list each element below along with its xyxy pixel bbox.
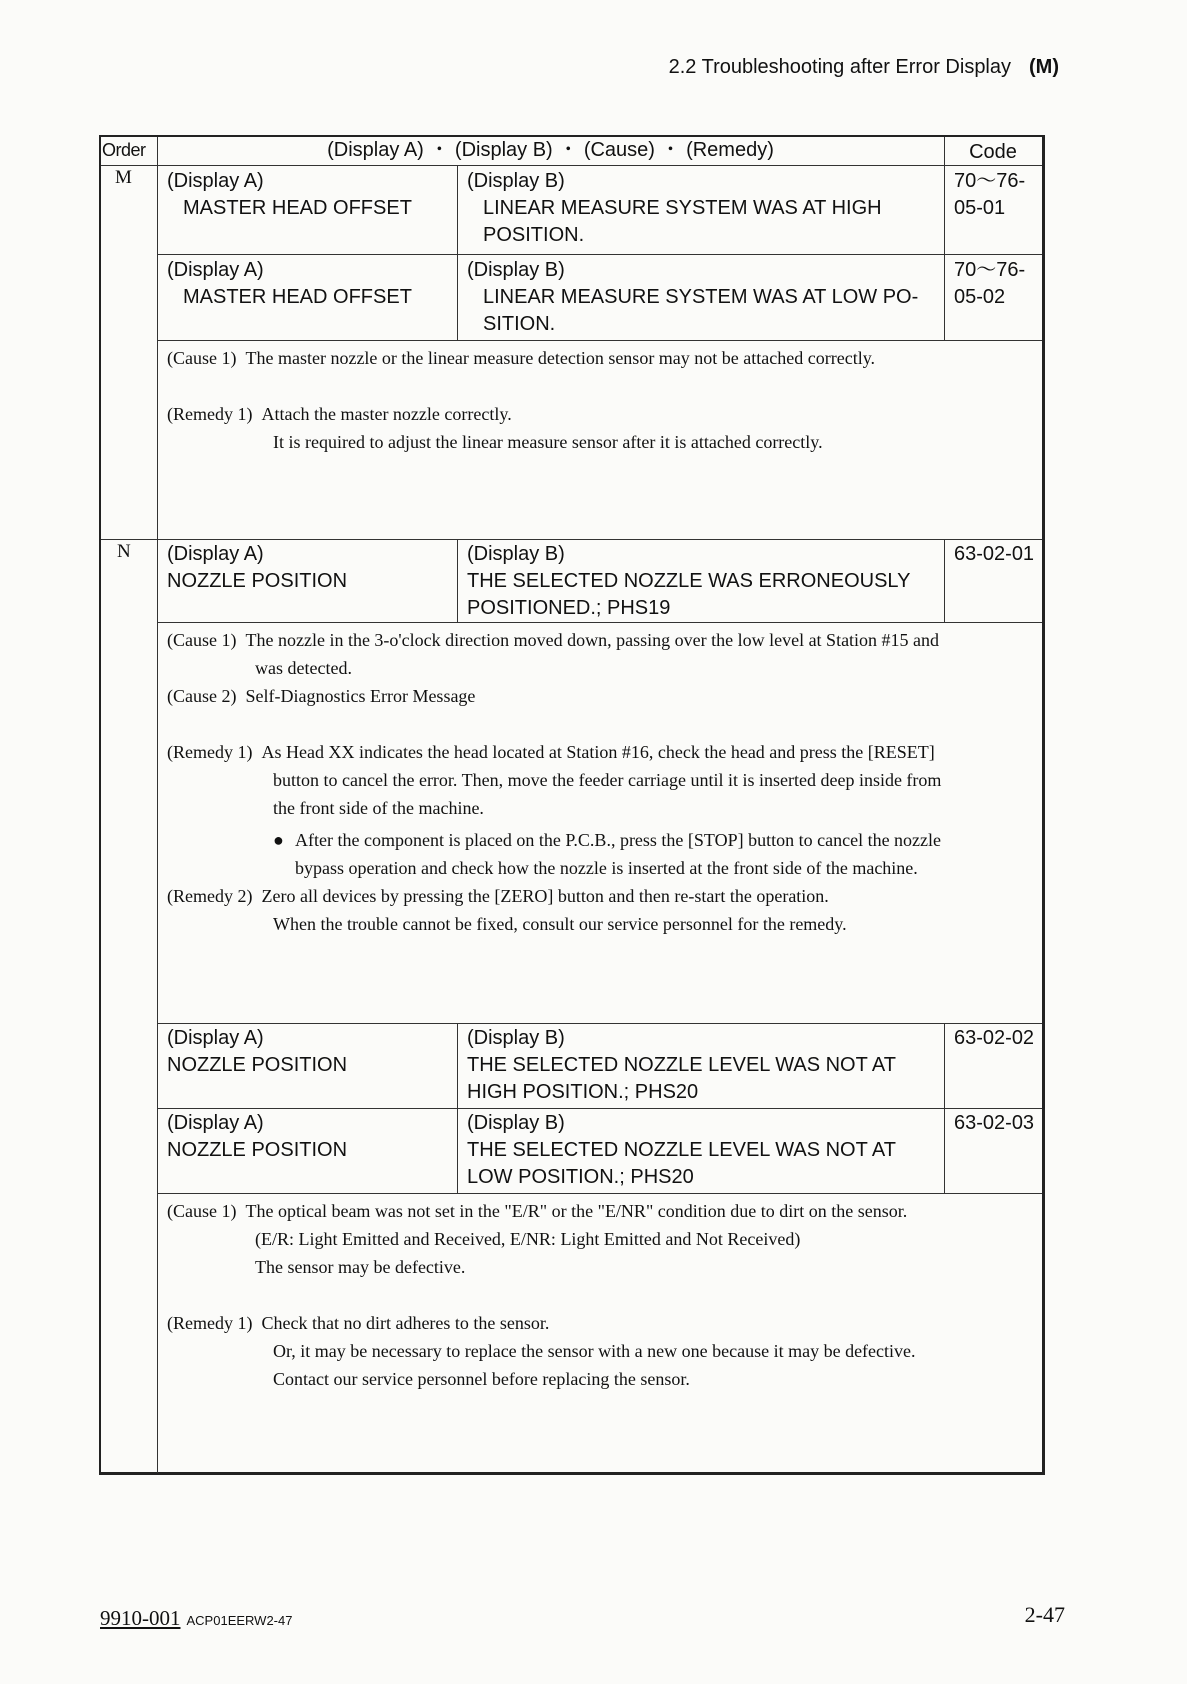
order-n: N: [117, 541, 131, 562]
n2-display-a: [167, 1025, 452, 1079]
rule-n3-start: [157, 1108, 1042, 1109]
m1-b-label: (Display B): [467, 170, 565, 192]
n3-display-b: [467, 1110, 942, 1191]
m1-display-b: [467, 168, 942, 249]
header-title: 2.2 Troubleshooting after Error Display: [668, 56, 1012, 78]
n3-b-line1: THE SELECTED NOZZLE LEVEL WAS NOT AT: [467, 1139, 896, 1161]
n3-code: 63-02-03: [954, 1112, 1035, 1134]
rule-n1-text: [157, 622, 1042, 623]
n1-remedy1-line2: button to cancel the error. Then, move the feeder carriage until it is inserted deep inside from: [273, 770, 942, 790]
m2-a-label: (Display A): [167, 259, 264, 281]
n1-cause-remedy: [167, 626, 1037, 938]
n1-cause1: [167, 626, 1037, 654]
m2-b-line1: LINEAR MEASURE SYSTEM WAS AT LOW PO-: [483, 286, 919, 308]
order-header: Order: [102, 140, 146, 160]
n1-a-value: NOZZLE POSITION: [167, 570, 348, 592]
n23-cause1-line1: The optical beam was not set in the "E/R" or the "E/NR" condition due to dirt on the sensor.: [245, 1201, 908, 1221]
m1-a-label: (Display A): [167, 170, 264, 192]
m1-display-a: [167, 168, 452, 222]
n23-cause1-line3: The sensor may be defective.: [255, 1257, 466, 1277]
m2-code: [954, 257, 1025, 311]
n1-a-label: (Display A): [167, 543, 264, 565]
n3-a-label: (Display A): [167, 1112, 264, 1134]
footer-doc-number: 9910-001: [100, 1606, 181, 1630]
rule-header: [101, 165, 1042, 166]
n1-b-line2: POSITIONED.; PHS19: [467, 597, 671, 619]
m1-code-line2: 05-01: [954, 197, 1006, 219]
n2-display-b: [467, 1025, 942, 1106]
bullet-icon: ●: [273, 830, 284, 850]
n1-remedy1: [167, 738, 1037, 766]
n23-remedy1-line1: Check that no dirt adheres to the sensor.: [261, 1313, 550, 1333]
order-m: M: [115, 167, 132, 188]
n1-remedy1-line3: the front side of the machine.: [273, 798, 484, 818]
n23-remedy1: [167, 1309, 1037, 1337]
n2-b-label: (Display B): [467, 1027, 565, 1049]
error-table: [99, 135, 1045, 1475]
m-cause1: [167, 344, 1037, 372]
footer-page-number: 2-47: [1024, 1602, 1065, 1627]
n23-cause1: [167, 1197, 1037, 1225]
n1-cause2-label: (Cause 2): [167, 686, 237, 706]
rule-m-col-code: [944, 165, 945, 340]
footer-doc: [100, 1606, 292, 1631]
m2-display-a: [167, 257, 452, 311]
n1-bullet-line1: After the component is placed on the P.C.B., press the [STOP] button to cancel the nozzle: [295, 830, 942, 850]
header-mark: (M): [1029, 56, 1059, 78]
n1-display-a: [167, 541, 452, 595]
n23-remedy1-line3: Contact our service personnel before replacing the sensor.: [273, 1369, 690, 1389]
n1-remedy2-label: (Remedy 2): [167, 886, 253, 906]
rule-m-row: [157, 254, 1042, 255]
n23-cause1-line2: (E/R: Light Emitted and Received, E/NR: Light Emitted and Not Received): [255, 1229, 801, 1249]
n1-remedy2: [167, 882, 1037, 910]
m2-display-b: [467, 257, 942, 338]
m-cause-remedy: [167, 344, 1037, 456]
m-remedy1-label: (Remedy 1): [167, 404, 253, 424]
rule-n1-col-b: [457, 539, 458, 622]
n3-a-value: NOZZLE POSITION: [167, 1139, 348, 1161]
n1-remedy1-line1: As Head XX indicates the head located at Station #16, check the head and press the [RESET]: [261, 742, 935, 762]
m2-code-line1: 70〜76-: [954, 259, 1026, 281]
n1-cause2: [167, 682, 1037, 710]
m-cause1-label: (Cause 1): [167, 348, 237, 368]
n1-remedy2-line2: When the trouble cannot be fixed, consult our service personnel for the remedy.: [273, 914, 847, 934]
n1-b-label: (Display B): [467, 543, 565, 565]
main-header: (Display A) ・ (Display B) ・ (Cause) ・ (Remedy): [327, 139, 774, 161]
n3-display-a: [167, 1110, 452, 1164]
n2-b-line2: HIGH POSITION.; PHS20: [467, 1081, 699, 1103]
rule-m-col-b: [457, 165, 458, 340]
m1-b-line1: LINEAR MEASURE SYSTEM WAS AT HIGH: [483, 197, 882, 219]
footer-doc-code: ACP01EERW2-47: [186, 1613, 293, 1628]
n1-cause2-text: Self-Diagnostics Error Message: [245, 686, 476, 706]
m2-b-line2: SITION.: [483, 313, 556, 335]
rule-n23-text: [157, 1193, 1042, 1194]
m2-b-label: (Display B): [467, 259, 565, 281]
m2-a-value: MASTER HEAD OFFSET: [183, 286, 412, 308]
n1-bullet-line2: bypass operation and check how the nozzle is inserted at the front side of the machine.: [295, 858, 918, 878]
n3-b-label: (Display B): [467, 1112, 565, 1134]
n2-b-line1: THE SELECTED NOZZLE LEVEL WAS NOT AT: [467, 1054, 896, 1076]
n23-cause1-label: (Cause 1): [167, 1201, 237, 1221]
m-remedy1-line2: It is required to adjust the linear measure sensor after it is attached correctly.: [273, 432, 823, 452]
m2-code-line2: 05-02: [954, 286, 1006, 308]
rule-n2-start: [157, 1023, 1042, 1024]
n23-remedy1-label: (Remedy 1): [167, 1313, 253, 1333]
page-header: [669, 56, 1059, 79]
m1-code-line1: 70〜76-: [954, 170, 1026, 192]
m1-a-value: MASTER HEAD OFFSET: [183, 197, 412, 219]
n2-a-value: NOZZLE POSITION: [167, 1054, 348, 1076]
n1-remedy2-line1: Zero all devices by pressing the [ZERO] button and then re-start the operation.: [261, 886, 829, 906]
rule-order-col: [157, 137, 158, 1473]
rule-n-start: [101, 539, 1042, 540]
n2-code: 63-02-02: [954, 1027, 1035, 1049]
m-remedy1-line1: Attach the master nozzle correctly.: [261, 404, 512, 424]
n1-bullet: [167, 826, 1037, 854]
n1-cause1-line2: was detected.: [255, 658, 352, 678]
rule-n1-col-code: [944, 539, 945, 622]
rule-m-text: [157, 340, 1042, 341]
n23-remedy1-line2: Or, it may be necessary to replace the sensor with a new one because it may be defective.: [273, 1341, 916, 1361]
m-cause1-text: The master nozzle or the linear measure detection sensor may not be attached correctly.: [245, 348, 876, 368]
n1-remedy1-label: (Remedy 1): [167, 742, 253, 762]
n1-cause1-line1: The nozzle in the 3-o'clock direction moved down, passing over the low level at Station #15 and: [245, 630, 940, 650]
n1-code: 63-02-01: [954, 543, 1035, 565]
n1-display-b: [467, 541, 942, 622]
m1-code: [954, 168, 1025, 222]
n2-a-label: (Display A): [167, 1027, 264, 1049]
m1-b-line2: POSITION.: [483, 224, 585, 246]
code-header: Code: [969, 141, 1017, 163]
n1-cause1-label: (Cause 1): [167, 630, 237, 650]
n23-cause-remedy: [167, 1197, 1037, 1393]
n1-b-line1: THE SELECTED NOZZLE WAS ERRONEOUSLY: [467, 570, 911, 592]
m-remedy1: [167, 400, 1037, 428]
n3-b-line2: LOW POSITION.; PHS20: [467, 1166, 694, 1188]
